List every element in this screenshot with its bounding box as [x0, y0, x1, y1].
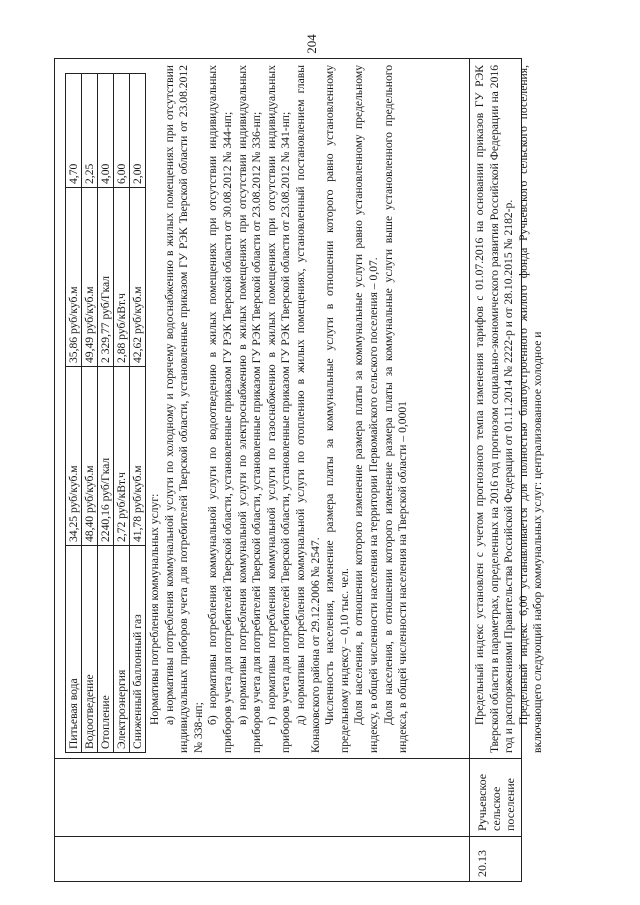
table-cell: 35,86 руб/куб.м [66, 188, 82, 367]
paragraph: б) нормативы потребления коммунальной услуги по водоотведению в жилых помещениях при отсутствии индивидуальных приборов учета для потребителей Тверской области, установленные приказом ГУ РЭК Тверской области от 30.08.2012 № 344-нп; [206, 65, 234, 753]
table-cell: 42,62 руб/куб.м [130, 188, 146, 367]
row-2-settlement: Ручьевское сельское поселение [475, 773, 517, 831]
rotated-page-content [54, 58, 545, 882]
document-table [54, 58, 545, 882]
table-cell: Электроэнергия [114, 546, 130, 753]
table-cell: 4,00 [98, 74, 114, 188]
table-cell: 48,40 руб/куб.м [82, 367, 98, 546]
paragraph: Доля населения, в отношении которого изменение размера платы за коммунальные услуги равно установленному предельному индексу, в общей численности населения на территории Первомайского сельского поселения – 0,07. [352, 65, 380, 753]
table-cell: 4,70 [66, 74, 82, 188]
row-1-content [61, 65, 411, 753]
paragraph: Доля населения, в отношении которого изменение размера платы за коммунальные услуги выше установленного предельного индекса, в общей численности населения на Тверской области – 0,0001 [381, 65, 410, 753]
row-2-content [473, 65, 546, 753]
table-cell: 34,25 руб/куб.м [66, 367, 82, 546]
paragraph: д) нормативы потребления коммунальной услуги по отоплению в жилых помещениях, установленный постановлением главы Конаковского района от 29.12.2006 № 2547. [293, 65, 322, 753]
table-row [114, 74, 130, 753]
norms-table [65, 73, 146, 753]
paragraph: Численность населения, изменение размера платы за коммунальные услуги в отношении которого равно установленному предельному индексу – 0,10 тыс. чел. [323, 65, 351, 753]
table-cell: 2,72 руб/кВт.ч [114, 367, 130, 546]
table-row [82, 74, 98, 753]
table-cell: Питьевая вода [66, 546, 82, 753]
table-cell: Отопление [98, 546, 114, 753]
paragraph: Предельный индекс 6,00 устанавливается для полностью благоустроенного жилого фонда Ручьевского сельского поселения, включающего следующий набор коммунальных услуг: централизованное холодное и [516, 65, 545, 753]
table-cell: 2,88 руб/кВт.ч [114, 188, 130, 367]
page-number-text: 204 [304, 34, 319, 54]
table-row [130, 74, 146, 753]
table-cell: 2,25 [82, 74, 98, 188]
paragraph: а) нормативы потребления коммунальной услуги по холодному и горячему водоснабжению в жилых помещениях при отсутствии индивидуальных приборов учета для потребителей Тверской области, установленные приказом ГУ РЭК Тверской области от 23.08.2012 № 338-нп; [162, 65, 205, 753]
column-divider-settlement [55, 758, 521, 759]
table-row [98, 74, 114, 753]
column-divider-number [55, 836, 521, 837]
paragraph: Нормативы потребления коммунальных услуг: [148, 493, 161, 725]
table-cell: 2,00 [130, 74, 146, 188]
table-cell: Водоотведение [82, 546, 98, 753]
table-cell: 2240,16 руб/Гкал [98, 367, 114, 546]
row-2-number: 20.13 [475, 850, 489, 877]
table-cell: 49,49 руб/куб.м [82, 188, 98, 367]
table-cell: Сниженный баллонный газ [130, 546, 146, 753]
paragraph: Предельный индекс установлен с учетом прогнозного темпа изменения тарифов с 01.07.2016 на основании приказов ГУ РЭК Тверской области в параметрах, определенных на 2016 год прогнозом социально-экономического развития Российской Федерации на 2016 год и распоряжениями Правительства Российской Федерации от 01.11.2014 № 2222-р и от 28.10.2015 № 2182-р. [473, 65, 516, 753]
table-cell: 2 329,77 руб/Гкал [98, 188, 114, 367]
row-divider [469, 59, 470, 881]
paragraph: г) нормативы потребления коммунальной услуги по газоснабжению в жилых помещениях при отсутствии индивидуальных приборов учета для потребителей Тверской области, установленные приказом ГУ РЭК Тверской области от 23.08.2012 № 341-нп; [264, 65, 293, 753]
table-cell: 41,78 руб/куб.м [130, 367, 146, 546]
table-row [66, 74, 82, 753]
paragraph: в) нормативы потребления коммунальной услуги по электроснабжению в жилых помещениях при отсутствии индивидуальных приборов учета для потребителей Тверской области, установленные приказом ГУ РЭК Тверской области от 23.08.2012 № 336-нп; [235, 65, 264, 753]
table-cell: 6,00 [114, 74, 130, 188]
